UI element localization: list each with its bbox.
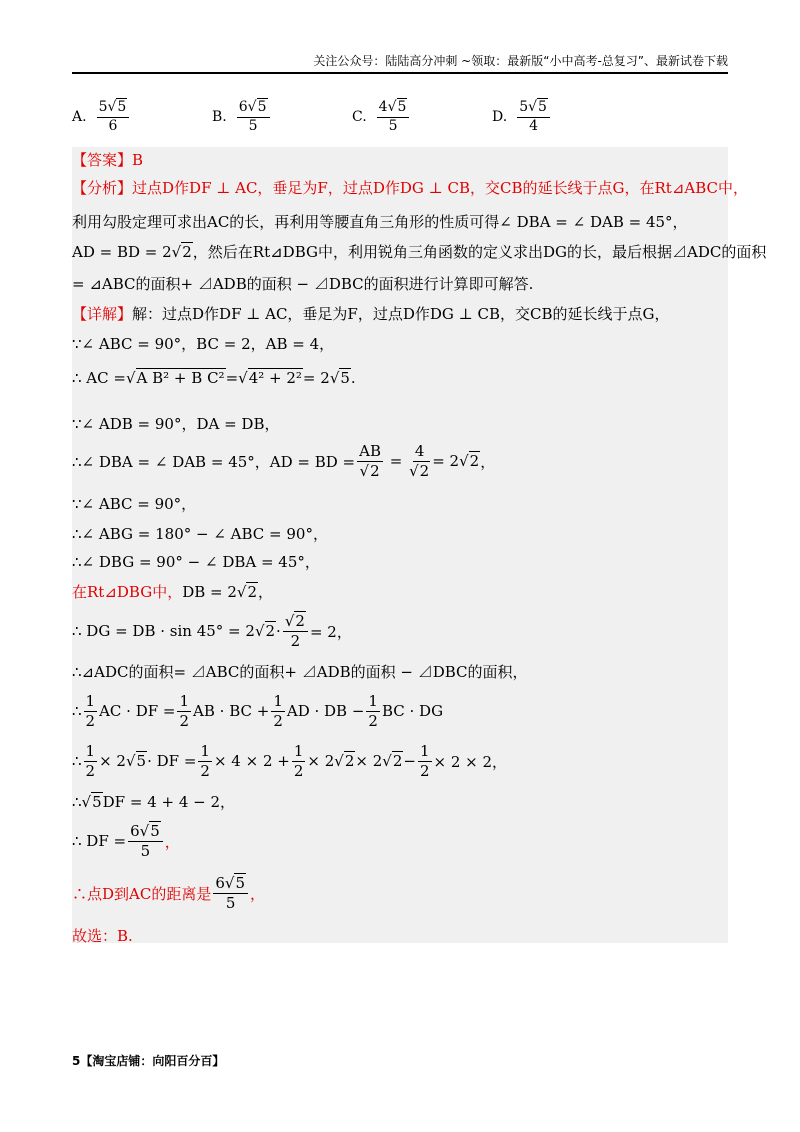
math-text: BC · DG xyxy=(381,702,444,720)
step-1: ∵∠ ABC = 90°，BC = 2，AB = 4， xyxy=(72,335,335,353)
math-text: ∴ AC = xyxy=(72,369,126,387)
choice-fraction: $\frac{4√5}{5}$ xyxy=(377,100,410,134)
radicand: 4² + 2² xyxy=(248,369,302,387)
step-16: 故选：B. xyxy=(72,927,133,945)
step-7: ∴∠ DBG = 90° − ∠ DBA = 45°， xyxy=(72,553,320,571)
math-text: = 2 xyxy=(432,452,460,470)
math-text: DB = 2 xyxy=(182,582,237,601)
choice-fraction: $\frac{5√5}{4}$ xyxy=(517,100,550,134)
denominator: 6 xyxy=(108,117,118,134)
numerator-coef: 6 xyxy=(238,99,248,116)
fraction: $\frac{6√5}{5}$ xyxy=(213,875,248,911)
analysis-text: 过点D作DF ⊥ AC，垂足为F，过点D作DG ⊥ CB，交CB的延长线于点G，在Rt⊿ABC中， xyxy=(132,179,748,197)
denominator: 5 xyxy=(388,117,398,134)
step-9: ∴ DG = DB · sin 45° = 2 √ 2 · $\frac{√2}{2}$ = 2， xyxy=(72,612,352,650)
math-text: ， xyxy=(480,452,496,471)
math-text: − xyxy=(403,752,416,770)
fraction: $\frac{4}{√2}$ xyxy=(409,442,430,480)
radicand: 2 xyxy=(370,461,380,480)
denominator: 4 xyxy=(529,117,539,134)
solution-panel xyxy=(72,147,767,945)
fraction: $\frac{√2}{2}$ xyxy=(283,613,308,649)
denominator: 5 xyxy=(225,893,236,912)
analysis-line-2: 利用勾股定理可求出AC的长，再利用等腰直角三角形的性质可得∠ DBA = ∠ DAB = 45°， xyxy=(72,213,688,231)
math-text: 在Rt⊿DBG中， xyxy=(72,583,183,601)
numerator-coef: 6 xyxy=(130,822,140,840)
half-fraction: $\frac{1}{2}$ xyxy=(85,692,96,730)
step-4: ∴∠ DBA = ∠ DAB = 45°，AD = BD = $\frac{AB}{√2}$ = $\frac{4}{√2}$ = 2 √ 2 ， xyxy=(72,442,496,480)
analysis-line-3: AD = BD = 2 √ 2 ，然后在Rt⊿DBG中，利用锐角三角函数的定义求出DG的长，最后根据⊿ADC的面积 xyxy=(72,242,767,261)
choice-c[interactable] xyxy=(352,95,411,139)
radicand: 2 xyxy=(295,612,305,630)
half-fraction: $\frac{1}{2}$ xyxy=(293,742,304,780)
choice-label: B. xyxy=(212,109,227,125)
radicand: 5 xyxy=(397,99,407,116)
half-fraction: $\frac{1}{2}$ xyxy=(273,692,283,730)
half-fraction: $\frac{1}{2}$ xyxy=(179,692,190,730)
analysis-tag: 【分析】 xyxy=(72,179,133,197)
answer-line xyxy=(72,149,143,170)
choice-a[interactable] xyxy=(72,95,131,139)
math-text: · xyxy=(276,622,281,640)
step-2: ∴ AC = √ A B² + B C² = √ 4² + 2² = 2 √ 5 . xyxy=(72,369,356,387)
math-text: ， xyxy=(164,832,180,851)
fraction: $\frac{AB}{√2}$ xyxy=(359,442,381,480)
radicand: 5 xyxy=(235,874,245,892)
numerator-coef: 4 xyxy=(378,99,388,116)
step-15 xyxy=(72,875,265,911)
math-text: × 4 × 2 + xyxy=(213,752,290,770)
math-text: = 2 xyxy=(302,369,330,387)
math-text: AC · DF = xyxy=(99,702,176,720)
radicand: 5 xyxy=(150,822,160,840)
math-text: DF = 4 + 4 − 2， xyxy=(102,793,236,811)
numerator-coef: 5 xyxy=(98,99,108,116)
denominator: 2 xyxy=(290,631,301,650)
math-text: ，然后在Rt⊿DBG中，利用锐角三角函数的定义求出DG的长，最后根据⊿ADC的面积 xyxy=(192,243,767,261)
radicand: 2 xyxy=(182,242,192,261)
radicand: 2 xyxy=(344,752,355,770)
numerator-coef: 5 xyxy=(519,99,529,116)
answer-value: B xyxy=(132,150,144,169)
step-12: ∴ $\frac{1}{2}$ × 2 √ 5 · DF = $\frac{1}{2}$ × 4 × 2 + $\frac{1}{2}$ × 2 √ 2 × 2 √ 2 − $\frac{1}{2}$ × 2 × 2， xyxy=(72,742,508,780)
radicand: 2 xyxy=(265,622,276,640)
math-text: = xyxy=(225,369,239,387)
answer-choices xyxy=(72,95,728,145)
radicand: A B² + B C² xyxy=(136,369,225,387)
math-text: · DF = xyxy=(147,752,197,770)
math-text: AB · BC + xyxy=(193,702,270,720)
math-text: ∴点D到AC的距离是 xyxy=(72,884,212,903)
radicand: 5 xyxy=(117,99,127,116)
numerator: 4 xyxy=(414,442,425,460)
step-3: ∵∠ ADB = 90°，DA = DB， xyxy=(72,415,280,433)
analysis-line-1 xyxy=(72,177,748,198)
step-6: ∴∠ ABG = 180° − ∠ ABC = 90°， xyxy=(72,525,328,543)
half-fraction: $\frac{1}{2}$ xyxy=(419,742,430,780)
math-text: × 2 xyxy=(355,752,383,770)
math-text: AD = BD = 2 xyxy=(72,242,172,261)
fraction: $\frac{6√5}{5}$ xyxy=(128,823,163,859)
math-text: = 2， xyxy=(309,622,352,641)
choice-label: C. xyxy=(352,109,367,125)
radicand: 2 xyxy=(469,452,480,470)
half-fraction: $\frac{1}{2}$ xyxy=(368,692,378,730)
numerator: AB xyxy=(359,442,381,460)
page-header: 关注公众号：陆陆高分冲刺 ~领取：最新版“小中高考-总复习”、最新试卷下载 xyxy=(313,54,728,68)
radicand: 5 xyxy=(92,792,102,811)
math-text: AD · DB − xyxy=(286,702,365,720)
math-text: ， xyxy=(250,884,266,903)
header-divider xyxy=(72,72,728,74)
step-11: ∴ $\frac{1}{2}$ AC · DF = $\frac{1}{2}$ AB · BC + $\frac{1}{2}$ AD · DB − $\frac{1}{2}$ BC · DG xyxy=(72,692,444,730)
half-fraction: $\frac{1}{2}$ xyxy=(85,742,96,780)
math-text: ∴∠ DBA = ∠ DAB = 45°，AD = BD = xyxy=(72,452,356,471)
numerator-coef: 6 xyxy=(215,874,225,892)
math-text: ∴ xyxy=(72,792,82,811)
choice-label: A. xyxy=(72,109,87,125)
math-text: ， xyxy=(258,583,274,601)
step-5: ∵∠ ABC = 90°， xyxy=(72,495,197,513)
analysis-line-4: = ⊿ABC的面积+ ⊿ADB的面积 − ⊿DBC的面积进行计算即可解答. xyxy=(72,275,534,293)
detail-text: 解：过点D作DF ⊥ AC，垂足为F，过点D作DG ⊥ CB，交CB的延长线于点G， xyxy=(132,305,670,323)
radicand: 5 xyxy=(136,752,147,770)
math-text: × 2 xyxy=(307,752,335,770)
math-text: ∴ DG = DB · sin 45° = 2 xyxy=(72,622,255,640)
math-text: × 2 xyxy=(99,752,126,770)
detail-line-1 xyxy=(72,303,670,324)
radicand: 2 xyxy=(419,461,430,480)
choice-d[interactable] xyxy=(492,95,552,139)
half-fraction: $\frac{1}{2}$ xyxy=(200,742,210,780)
choice-label: D. xyxy=(492,109,508,125)
radicand: 2 xyxy=(247,582,258,601)
detail-tag: 【详解】 xyxy=(72,305,133,323)
step-10: ∴⊿ADC的面积= ⊿ABC的面积+ ⊿ADB的面积 − ⊿DBC的面积， xyxy=(72,663,528,681)
answer-tag: 【答案】 xyxy=(72,151,133,169)
math-text: ∴ DF = xyxy=(72,832,127,850)
choice-fraction: $\frac{5√5}{6}$ xyxy=(97,100,130,134)
denominator: 5 xyxy=(140,841,151,860)
math-text: × 2 × 2， xyxy=(433,752,508,771)
step-13: ∴ √ 5 DF = 4 + 4 − 2， xyxy=(72,792,236,811)
denominator: 5 xyxy=(248,117,258,134)
radicand: 2 xyxy=(392,752,403,770)
math-text: . xyxy=(350,369,356,387)
page-footer: 5【淘宝店铺：向阳百分百】 xyxy=(72,1054,225,1068)
radicand: 5 xyxy=(538,99,547,116)
radicand: 5 xyxy=(340,369,350,387)
radicand: 5 xyxy=(257,99,267,116)
choice-fraction: $\frac{6√5}{5}$ xyxy=(237,100,270,134)
choice-b[interactable] xyxy=(212,95,272,139)
step-8: 在Rt⊿DBG中， DB = 2 √ 2 ， xyxy=(72,582,274,601)
step-14 xyxy=(72,823,180,859)
